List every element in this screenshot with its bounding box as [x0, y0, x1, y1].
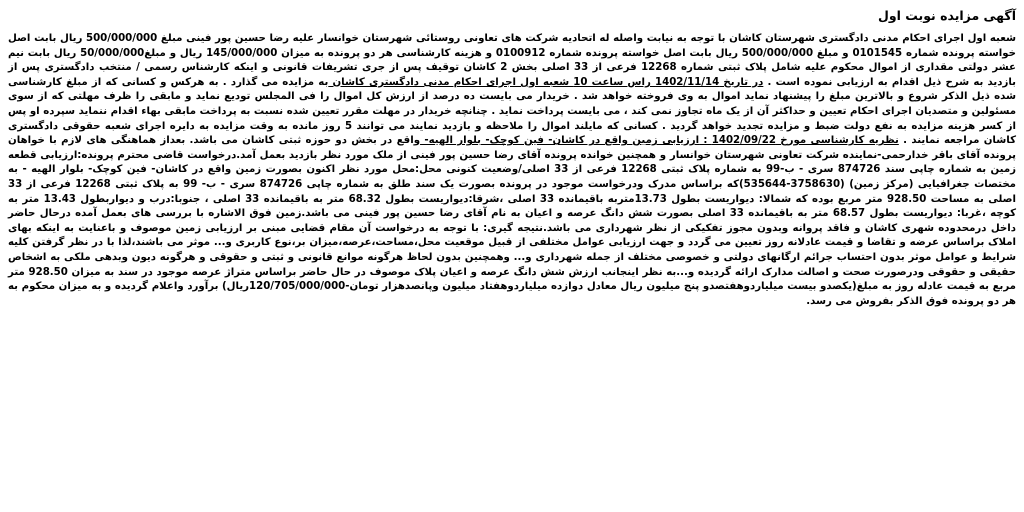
notice-intro: شعبه اول اجرای احکام مدنی دادگستری شهرستان کاشان با توجه به نیابت واصله له اتحادیه شرکت های تعاونی روستائی شهرستان خوانسار علیه رضا حسین پور فینی مبلغ 500/000/000 ریال بابت اصل خواسته پرونده شماره 0101545 و مبلغ 500/000/000 ریال بابت اصل خواسته پرونده شماره 0100912 و هزینه کارشناسی هر دو پرونده به میزان 145/000/000 ریال و مبلغ50/000/000 ریال بابت نیم عشر دولتی مقداری از اموال محکوم علیه شامل پلاک ثبتی شماره 12268 فرعی از 33 اصلی بخش 2 کاشان توقیف پس از جری تشریفات قانونی و اینکه کارشناس رسمی / منتخب دادگستری پس از بازدید به شرح ذیل اقدام به ارزیابی نموده است .: [8, 33, 1016, 88]
property-location: ارزیابی زمین واقع در کاشان- فین کوچک- بلوار الهیه-: [420, 135, 700, 147]
notice-body: [8, 32, 1016, 309]
auction-terms: به مزایده می گذارد . به هرکس و کسانی که از مبلغ کارشناسی شده ذیل الذکر شروع و بالاترین مبلغ را پیشنهاد نماید اموال به وی فروخته خواهد شد . خریدار می بایست ده درصد از ارزش کل اموال را فی المجلس تودیع نماید و مابقی را ظرف مهلتی که از سوی مسئولین و متصدیان اجرای احکام تعیین و حداکثر آن از یک ماه تجاوز نمی کند ، می بایست پرداخت نماید . چنانچه خریدار در مهلت مقرر تعیین شده نسبت به پرداخت مابقی بهاء اقدام ننماید سپرده او پس از کسر هزینه مزایده به نفع دولت ضبط و مزایده تجدید خواهد گردید . کسانی که مایلند اموال را ملاحظه و بازدید نمایند می توانند 5 روز مانده به وقت مزایده به دایره اجرای شعبه حقوقی دادگستری کاشان مراجعه نمایند .: [8, 76, 1016, 147]
auction-date-time: در تاریخ 1402/11/14 راس ساعت 10 شعبه اول اجرای احکام مدنی دادگستری کاشان: [328, 76, 764, 88]
expert-opinion-heading: نظریه کارشناسی مورخ 1402/09/22 :: [699, 135, 899, 147]
expert-opinion-text: واقع در بخش دو حوزه ثبتی کاشان می باشد. بعداز هماهنگی های لازم با خواهان پرونده آقای باقر خدارحمی-نماینده شرکت تعاونی شهرستان خوانسار و همچنین خوانده پرونده آقای رضا حسین پور فینی از ملک مورد نظر بازدید بعمل آمد.درخواست قاضی محترم پرونده:ارزیابی قطعه زمین به شماره چاپی سند 874726 سری - ب-99 به شماره پلاک ثبتی 12268 فرعی از 33 اصلی/وضعیت کنونی محل:محل مورد نظر اکنون بصورت زمین واقع در کاشان- فین کوچک- بلوار الهیه - به مختصات جغرافیایی (مرکز زمین) (3758630-535644)که براساس مدرک ودرخواست موجود در پرونده بصورت یک سند طلق به شماره چاپی 874726 سری - ب- 99 به پلاک ثبتی 12268 فرعی از 33 اصلی به مساحت 928.50 متر مربع بوده که شمالا: دیواریست بطول 13.73متربه باقیمانده 33 اصلی ،شرقا:دیواریست بطول 68.32 متر به باقیمانده 33 اصلی ، جنوبا:درب و دیواربطول 13.43 متر به کوچه ،غربا: دیواریست بطول 68.57 متر به باقیمانده 33 اصلی بصورت شش دانگ عرصه و اعیان به نام آقای رضا حسین پور فینی می باشد.زمین فوق الاشاره با بررسی های بعمل آمده درحال حاضر داخل درمحدوده شهری کاشان و فاقد پروانه وبدون مجوز تفکیکی از نظر شهرداری می باشد.نتیجه گیری: با توجه به درخواست آن مقام قضایی مبنی بر ارزیابی زمین موصوف و باعنایت به اینکه بهای املاک براساس عرضه و تقاضا و قیمت عادلانه روز تعیین می گردد و جهت ارزیابی عوامل مختلفی از قبیل موقعیت محل،مساحت،عرصه،میزان بر،نوع کاربری و... موثر می باشند،لذا با در نظر گرفتن کلیه شرایط و عوامل موثر بدون احتساب جرائم ارگانهای دولتی و خصوصی مختلف از جمله شهرداری و... وهمچنین بدون لحاظ هرگونه موانع قانونی و ثبتی و حقوقی و هرگونه دیون وبدهی ملکی به اشخاص حقیقی و حقوقی ودرصورت صحت و اصالت مدارک ارائه گردیده و...به نظر اینجانب ارزش شش دانگ عرصه و اعیان پلاک موصوف در حال حاضر براساس متراژ عرصه موجود در سند به میزان 928.50 متر مربع به قیمت عادله روز به مبلغ(یکصدو بیست میلیاردوهفتصدو پنج میلیون ریال معادل دوازده میلیاردوهفتاد میلیون وپانصدهزار تومان-120/705/000/000ریال) برآورد واعلام گردیده و به میزان محکوم به هر دو پرونده فوق الذکر بفروش می رسد.: [8, 135, 1017, 307]
notice-title: آگهی مزایده نوبت اول: [878, 8, 1016, 23]
